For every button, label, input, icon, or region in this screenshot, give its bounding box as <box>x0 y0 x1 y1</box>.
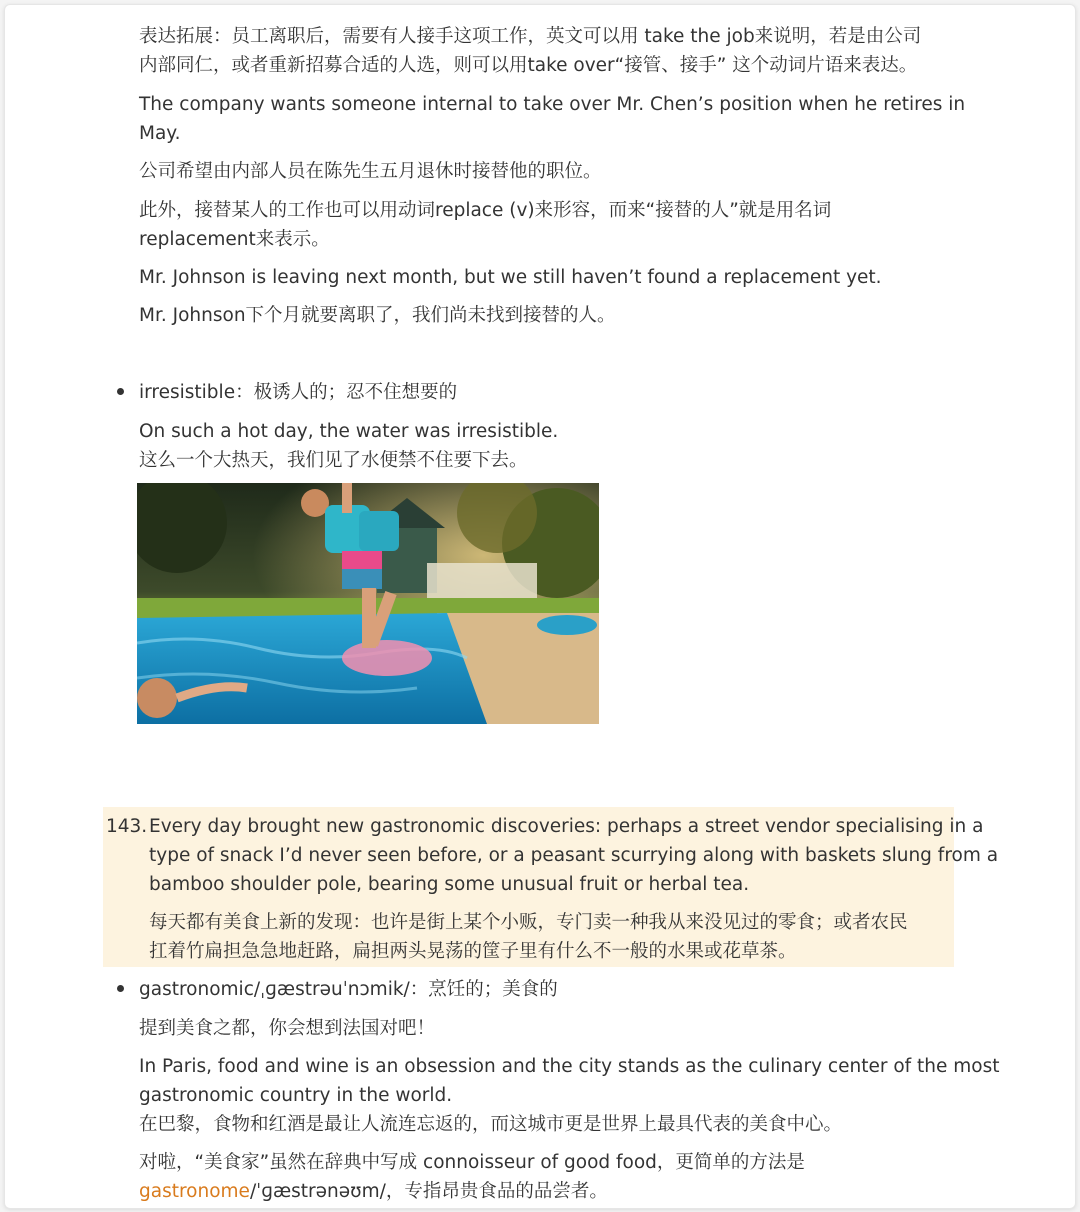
vocab-example-en: On such a hot day, the water was irresistible. <box>139 421 559 442</box>
replacement-example-zh: Mr. Johnson下个月就要离职了，我们尚未找到接替的人。 <box>139 305 616 326</box>
bullet-dot <box>117 388 124 395</box>
gastronome-definition: /ˈɡæstrənəʊm/，专指昂贵食品的品尝者。 <box>249 1181 608 1202</box>
vocab-example-en-line-1: In Paris, food and wine is an obsession and the city stands as the culinary center of the most <box>139 1056 1000 1077</box>
gastronome-link[interactable]: gastronome <box>139 1181 250 1202</box>
intro-paragraph-2-line-1: 此外，接替某人的工作也可以用动词replace (v)来形容，而来“接替的人”就是用名词 <box>139 200 832 221</box>
vocab-example-en-line-2: gastronomic country in the world. <box>139 1085 453 1106</box>
item-number: 143. <box>106 816 148 837</box>
vocab-note: 提到美食之都，你会想到法国对吧！ <box>139 1018 436 1039</box>
bullet-dot <box>117 985 124 992</box>
intro-example-en-line-1: The company wants someone internal to take over Mr. Chen’s position when he retires in <box>139 94 966 115</box>
item-143-zh-line-2: 扛着竹扁担急急地赶路，扁担两头晃荡的筐子里有什么不一般的水果或花草茶。 <box>149 941 797 962</box>
gastronome-note-line-2 <box>139 1177 608 1206</box>
replacement-example-en: Mr. Johnson is leaving next month, but we still haven’t found a replacement yet. <box>139 267 882 288</box>
intro-paragraph-1-line-1: 表达拓展：员工离职后，需要有人接手这项工作，英文可以用 take the job来说明，若是由公司 <box>139 26 922 47</box>
intro-paragraph-1-line-2: 内部同仁，或者重新招募合适的人选，则可以用take over“接管、接手” 这个动词片语来表达。 <box>139 55 918 76</box>
intro-paragraph-2-line-2: replacement来表示。 <box>139 229 330 250</box>
vocab-term-gastronomic: gastronomic/ˌɡæstrəuˈnɔmik/：烹饪的；美食的 <box>139 979 558 1000</box>
intro-example-en-line-2: May. <box>139 123 181 144</box>
vocab-example-zh: 在巴黎，食物和红酒是最让人流连忘返的，而这城市更是世界上最具代表的美食中心。 <box>139 1114 843 1135</box>
article-card <box>4 4 1076 1209</box>
item-143-en-line-2: type of snack I’d never seen before, or a peasant scurrying along with baskets slung from a <box>149 845 999 866</box>
intro-example-zh: 公司希望由内部人员在陈先生五月退休时接替他的职位。 <box>139 161 602 182</box>
photo-child-jumping-into-pool <box>137 483 599 724</box>
item-143-zh-line-1: 每天都有美食上新的发现：也许是街上某个小贩，专门卖一种我从来没见过的零食；或者农民 <box>149 912 908 933</box>
item-143-en-line-1: Every day brought new gastronomic discoveries: perhaps a street vendor specialising in a <box>149 816 984 837</box>
item-143-en-line-3: bamboo shoulder pole, bearing some unusual fruit or herbal tea. <box>149 874 750 895</box>
gastronome-note-line-1: 对啦，“美食家”虽然在辞典中写成 connoisseur of good food，更简单的方法是 <box>139 1152 805 1173</box>
vocab-term-irresistible: irresistible：极诱人的；忍不住想要的 <box>139 382 458 403</box>
vocab-example-zh: 这么一个大热天，我们见了水便禁不住要下去。 <box>139 450 528 471</box>
